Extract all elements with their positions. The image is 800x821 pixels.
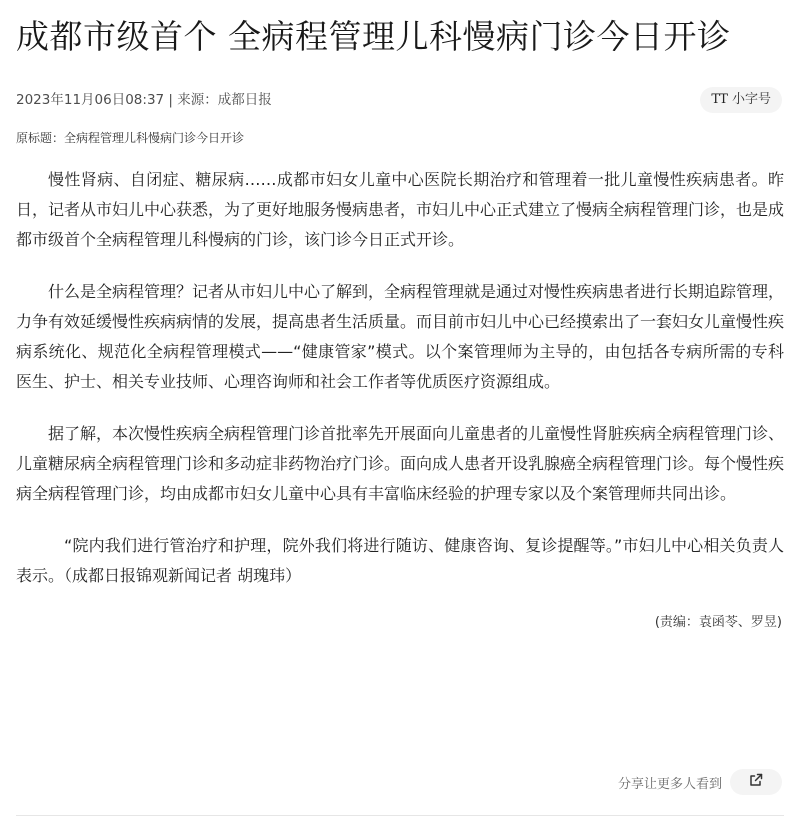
article-paragraph: 慢性肾病、自闭症、糖尿病……成都市妇女儿童中心医院长期治疗和管理着一批儿童慢性疾病患者。昨日，记者从市妇儿中心获悉，为了更好地服务慢病患者，市妇儿中心正式建立了慢病全病程管理门诊，也是成都市级首个全病程管理儿科慢病的门诊，该门诊今日正式开诊。 [16, 170, 785, 249]
article-paragraph: 据了解，本次慢性疾病全病程管理门诊首批率先开展面向儿童患者的儿童慢性肾脏疾病全病程管理门诊、儿童糖尿病全病程管理门诊和多动症非药物治疗门诊。面向成人患者开设乳腺癌全病程管理门诊。每个慢性疾病全病程管理门诊，均由成都市妇女儿童中心具有丰富临床经验的护理专家以及个案管理师共同出诊。 [16, 424, 785, 503]
article-title: 成都市级首个 全病程管理儿科慢病门诊今日开诊 [16, 17, 731, 56]
article-body [16, 165, 784, 591]
editor-credit: (责编：袁函苓、罗昱) [654, 615, 782, 630]
article-meta: 2023年11月06日08:37 | 来源：成都日报 [16, 92, 272, 108]
font-size-icon: TT [711, 92, 727, 107]
article-paragraph: 什么是全病程管理？记者从市妇儿中心了解到，全病程管理就是通过对慢性疾病患者进行长期追踪管理，力争有效延缓慢性疾病病情的发展，提高患者生活质量。而目前市妇儿中心已经摸索出了一套妇女儿童慢性疾病系统化、规范化全病程管理模式——“健康管家”模式。以个案管理师为主导的，由包括各专病所需的专科医生、护士、相关专业技师、心理咨询师和社会工作者等优质医疗资源组成。 [16, 282, 785, 391]
font-size-toggle-button[interactable] [700, 87, 782, 113]
share-row [618, 769, 782, 795]
share-label: 分享让更多人看到 [617, 776, 722, 792]
font-size-label: 小字号 [731, 92, 771, 107]
original-title: 原标题：全病程管理儿科慢病门诊今日开诊 [16, 131, 245, 145]
share-button[interactable] [730, 769, 782, 795]
share-icon [748, 772, 764, 792]
article-paragraph: “院内我们进行管治疗和护理，院外我们将进行随访、健康咨询、复诊提醒等。”市妇儿中心相关负责人表示。（成都日报锦观新闻记者 胡瑰玮） [16, 536, 784, 585]
meta-row [16, 87, 784, 113]
bottom-divider [16, 815, 784, 816]
